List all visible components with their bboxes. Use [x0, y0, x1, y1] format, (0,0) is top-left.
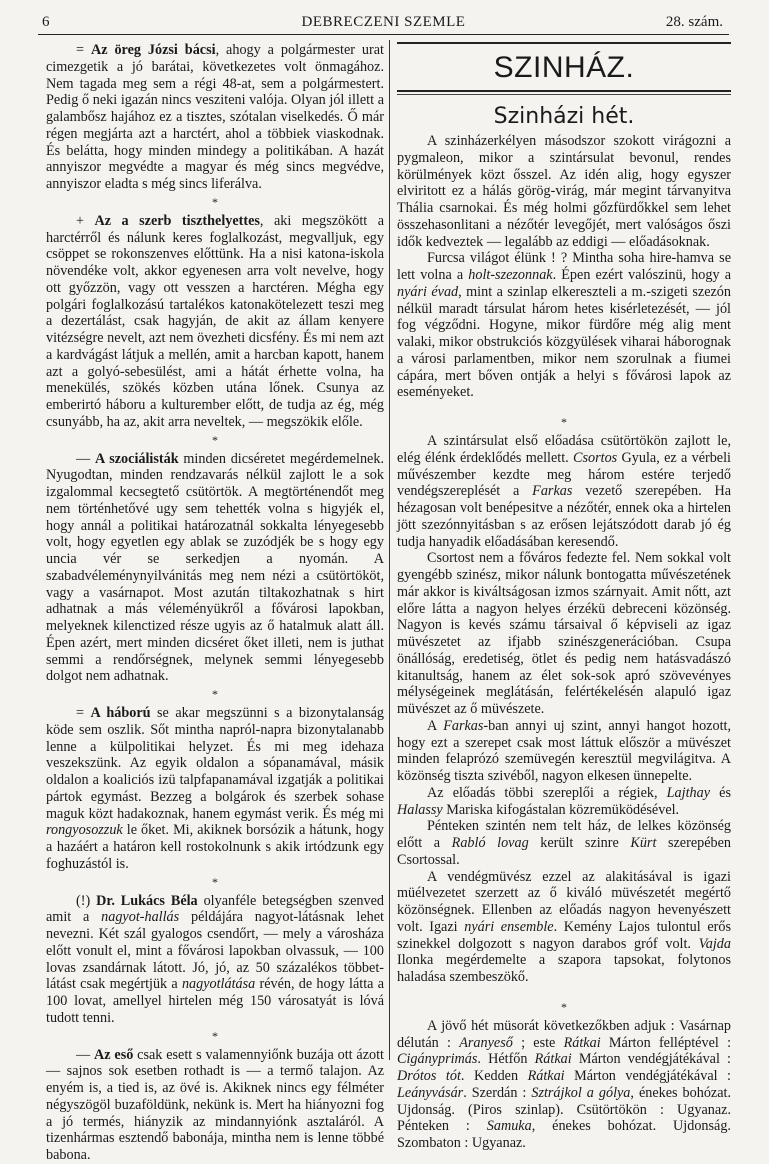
text-run: . Hétfőn: [477, 1051, 535, 1068]
headline-lead: A háború: [90, 705, 151, 721]
paragraph: [46, 705, 384, 873]
section-separator: *: [212, 1028, 218, 1043]
text-run: Az előadás többi szereplői a régiek,: [427, 784, 667, 801]
text-run: , aki megszökött a harctérről és nálunk keres foglalkozást, megvalljuk, egy csöppet se rokonszenves előttünk. Ha a nisi katona-iskola növendéke volt, akkor egyenesen arra volt nevelve, hogy ott győzzön, vagy ott vesszen a harctéren. Mégha egy polgári foglalkozású tartalékos katonakötelezett teszi meg a dezertálást, csak hagyján, de akit az állam kenyere vitézségre nevelt, azt nem övezheti dicsfény. És mi nem azt a kardvágást látjuk a mellén, amit a harcban kapott, hanem azt a golyó-sebesülést, ami a hátát érhette volna, ha menekülés, szökés közben utána lőnek. Csunya az emberirtó háboru a kulturember előtt, de tudja az ég, még csunyább, ha az, akit arra neveltek, — megszökik előle.: [46, 212, 384, 430]
spacer: [397, 401, 731, 413]
paragraph: [397, 718, 731, 785]
text-run: A szintársulat első előadása csütörtökön zajlott le, elég élénk érdeklődés mellett.: [397, 433, 731, 466]
text-run: A: [427, 717, 444, 734]
text-run: és: [710, 784, 732, 801]
text-run: Márton vendégjátékával :: [571, 1051, 731, 1068]
text-run: Furcsa világot élünk ! ? Mintha soha hire-hamva se lett volna a: [397, 250, 731, 283]
text-run: (!): [76, 892, 97, 909]
text-run: le őket. Mi, akiknek borsózik a hátunk, hogy a hazáért a határon kell rostokolnunk s akik irtódzunk egy foghuzástól is.: [46, 822, 384, 872]
text-run: Gyula, ez a vérbeli művészember kezdte meg három estére terjedő vendégszereplését a: [397, 449, 731, 500]
paragraph: [397, 785, 731, 819]
headline-lead: Dr. Lukács Béla: [96, 892, 198, 909]
text-run: ; este: [512, 1034, 564, 1051]
paragraph: [397, 869, 731, 986]
emphasis-text: Sztrájkol a gólya: [531, 1084, 631, 1101]
text-run: csak esett s valamennyiőnk buzája ott ázott — sajnos sok esetben rothadt is — a termő talajon. Az enyém is, a tied is, az övé is. Akiknek nincs egy félméter négyszögöl buzaföldünk, nekünk is. Mert ha hiányozni fog a jó termés, hiányzik az mindannyiónk asztaláról. A tizenhármas esztendő babonája, mintha nem is lenne többé babona.: [46, 1046, 385, 1163]
text-run: +: [76, 212, 95, 229]
emphasis-text: Samuka: [486, 1118, 532, 1135]
text-run: minden dicséretet megérdemelnek. Nyugodtan, minden rendzavarás nélkül zajlott le a sok izgalommal kecsegtető csütörtök. A megtörténendőt meg nem történhetővé ugy sem tehették volna s higyjék el, hogy annál a politikai határozatnál sokkalta lényegesebb volt, hogy egyetlen egy ablak se zuzódjék be s hogy egy uncia vér se serkedjen a nyomán. A szabadvéleménynyilvánitás meg nem nézi a csütörtököt, vagy a vasárnapot. Most azután tiltakozhatnak s hirt adhatnak a más véleményükről a fővárosi lapokban, melyeknek kilenctized része ugyis az ő hatalmuk alatt áll. Épen azért, mert minden dicséret őket illeti, nem is juthat semmi a rendőrségnek, melynek semmi lényegesebb dolgot nem adhatnak.: [46, 450, 385, 685]
text-run: —: [76, 450, 95, 467]
section-separator: *: [561, 999, 567, 1014]
text-run: szerepében Csortossal.: [397, 835, 731, 868]
section-separator: *: [212, 874, 218, 889]
journal-title: DEBRECZENI SZEMLE: [301, 14, 466, 30]
headline-lead: Az a szerb tiszthelyettes: [94, 212, 260, 229]
text-run: A szinházerkélyen másodszor szokott virágozni a pygmaleon, mikor a szintársulat bevonul, rendes körülmények közt ősszel. Az idén alig, hogy egyszer elviritott ez a hálás görög-virág, már megint tárvanyitva Thália csarnokai. És még holmi gőzfürdőkkel sem lehet összehasonlitani a nézőtér levegőjét, mert valóságos őszi idők kedveztek — legalább az eddigi — előadásoknak.: [397, 133, 731, 250]
emphasis-text: holt-szezonnak: [468, 267, 553, 283]
text-run: révén, de hogy látta a 100 lovat, amellyel hirtelen még 150 városatyát is lóvá tudott tenni.: [46, 976, 384, 1026]
page-header: [38, 8, 729, 35]
emphasis-text: rongyosozzuk: [46, 822, 123, 839]
section-separator: *: [212, 687, 218, 701]
headline-lead: A szociálisták: [94, 450, 179, 467]
text-run: A vendégmüvész ezzel az alakitásával is igazi müélvezetet szerzett az ő kiváló müvészetét megértő közönségnek. Ellenben az előadás nagyon hevenyészett volt. Igazi: [397, 868, 731, 935]
text-run: , énekes bohózat. Ujdonság. Szombaton : Ugyanaz.: [397, 1118, 731, 1151]
text-run: , énekes bohózat. Ujdonság. (Piros szinlap). Csütörtökön : Ugyanaz. Pénteken :: [397, 1084, 731, 1135]
text-run: -ban annyi uj szint, annyi hangot hozott, hogy ezt a szerepet csak most láttuk először a müvészet minden felaprózó szemüvegén keresztül megvilágitva. A közönség tiszta szivéből, nagyon elkesen ünnepelte.: [397, 717, 732, 784]
article-title: Szinházi hét.: [493, 104, 635, 129]
text-run: . Szerdán :: [463, 1084, 532, 1101]
emphasis-text: Lajthay: [666, 784, 711, 801]
text-run: . Kemény Lajos tulontul erős szinekkel dolgozott s nagyon darabos gróf volt.: [397, 918, 731, 952]
paragraph: [397, 818, 731, 868]
issue-number: 28. szám.: [665, 14, 723, 30]
section-separator: *: [561, 415, 567, 429]
left-column-news: [46, 42, 384, 1164]
section-separator: *: [212, 194, 218, 209]
text-run: . Épen ezért valószinü, hogy a: [552, 267, 731, 283]
text-run: , ahogy a polgármester urat cimezgetik a jó barátai, következetes volt önmagához. Nem tagada meg sem a régi 48-at, sem a polgármestert. Pedig ő neki igazán nincs vesziteni valója. Olyan jól illett a galambősz hajához ez a tisztes, szótalan viselkedés. Ő már régen megjárta azt a harctért, ahol a többiek viaskodnak. És belátta, hogy minden mindegy a politikában. A hazát annyiszor megvédte a magyar és még sincs megvédve, annyiszor eladta s még sincs liferálva.: [46, 42, 384, 192]
text-run: olyanféle betegségben szenved amit a: [46, 892, 384, 926]
emphasis-text: Kürt: [630, 835, 657, 851]
emphasis-text: Farkas: [532, 483, 573, 500]
emphasis-text: Farkas: [443, 717, 484, 734]
paragraph: [397, 433, 731, 550]
spacer: [397, 986, 731, 998]
text-run: vezető szerepében. Ha hézagosan volt benépesitve a nézőtér, ennek oka a hirtelen jött szezónnyitásban s az erősen lejátszódott darab jó ég tudja hanyadik előadásában keresendő.: [397, 483, 732, 550]
text-run: Mariska kifogástalan közremüködésével.: [442, 801, 680, 818]
paragraph: [397, 133, 731, 250]
right-column-theatre: [397, 42, 731, 1152]
paragraph: [397, 250, 731, 401]
emphasis-text: Vajda: [698, 935, 731, 952]
headline-lead: Az öreg Józsi bácsi: [90, 42, 216, 58]
emphasis-text: Cigányprimás: [397, 1051, 478, 1068]
text-run: Márton vendégjátékával :: [564, 1068, 731, 1084]
emphasis-text: Rátkai: [527, 1068, 565, 1084]
text-run: —: [76, 1046, 95, 1063]
text-run: Márton felléptével :: [600, 1034, 732, 1051]
headline-lead: Az eső: [94, 1046, 134, 1063]
double-rule: [397, 90, 731, 95]
paragraph: [46, 893, 384, 1027]
text-run: példájára nagyot-látásnak lehet nevezni. Két szál gyalogos csendőrt, — mely a városháza előtt vonult el, mint a fővárosi lapokban olvassuk, — 100 lovas zsandárnak látott. Jó, jó, az 50 százalékos többet-látást csak megértjük a: [46, 909, 384, 993]
paragraph: [46, 213, 384, 431]
emphasis-text: nagyotlátása: [181, 976, 256, 993]
text-run: =: [76, 42, 91, 58]
emphasis-text: Leányvásár: [397, 1084, 464, 1101]
emphasis-text: Rátkai: [534, 1051, 572, 1068]
text-run: =: [76, 705, 91, 721]
paragraph: [46, 42, 384, 193]
page-number: 6: [42, 14, 50, 30]
text-run: került szinre: [528, 835, 631, 851]
text-run: A jövő hét müsorát következőkben adjuk : Vasárnap délután :: [397, 1017, 731, 1051]
text-run: , mint a szinlap elkereszteli a m.-szigeti szezón nélkül maradt társulat három hetes kisérletezését, — jól fog végződni. Hogyne, mikor fürdőre még alig ment valaki, mikor obstrukciós közgyülések viharai háborognak a városi parlamentben, mikor nem szorulnak a fiumei cápára, mert bőven ontják a helyi s fővárosi lapok az eseményeket.: [397, 283, 731, 401]
emphasis-text: nagyot-hallás: [101, 909, 180, 926]
text-run: . Kedden: [460, 1068, 528, 1084]
section-title: SZINHÁZ.: [397, 42, 731, 86]
emphasis-text: Aranyeső: [459, 1034, 513, 1051]
emphasis-text: nyári ensemble: [464, 918, 554, 935]
emphasis-text: Csortos: [573, 449, 618, 466]
text-run: Csortost nem a főváros fedezte fel. Nem sokkal volt gyengébb szinész, mikor nálunk bontogatta művészetének már akkor is kiváltságosan izmos szárnyait. Amit nőtt, azt előre látta a nagyon helyes érzékü debreceni közönség. Nagyon is kevés számu társaival ő képviseli az igaz müvészetet az ifjabb szinészgenerációban. Csupa önállóság, eredetiség, ötlet és pedig nem hatásvadászó kitanultság, hanem az élet sok-sok apró szövevényes mélységeinek meglátásán, felértékelésén alapuló igaz müvészet az ő müvészete.: [397, 550, 731, 717]
paragraph: [46, 1047, 384, 1164]
paragraph: [397, 1018, 731, 1152]
emphasis-text: Drótos tót: [397, 1068, 461, 1084]
paragraph: [397, 550, 731, 718]
text-run: se akar megszünni s a bizonytalanság köde sem oszlik. Sőt mintha napról-napra bizonytalanabb lenne a külpolitikai helyzet. És mi meg idehaza veszekszünk. Az egyik oldalon a sópanamával, másik oldalon a koaliciós izü talpfapanamával izgatják a politikai pártok egymást. Bezzeg a bolgárok és szerbek sohase maguk közt hadakoznak, hanem egymást verik. És még mi: [46, 705, 384, 822]
section-separator: *: [212, 432, 218, 447]
text-run: Pénteken szintén nem telt ház, de lelkes közönség előtt a: [397, 818, 731, 851]
column-divider: [389, 40, 390, 1060]
text-run: Ilonka megérdemelte a szapora tapsokat, folytonos haladása szembeszökő.: [397, 952, 731, 985]
emphasis-text: Rátkai: [563, 1034, 601, 1051]
article-body: [397, 133, 731, 1152]
emphasis-text: Rabló lovag: [451, 835, 529, 851]
emphasis-text: Halassy: [397, 801, 443, 818]
emphasis-text: nyári évad: [397, 283, 459, 300]
paragraph: [46, 451, 384, 686]
